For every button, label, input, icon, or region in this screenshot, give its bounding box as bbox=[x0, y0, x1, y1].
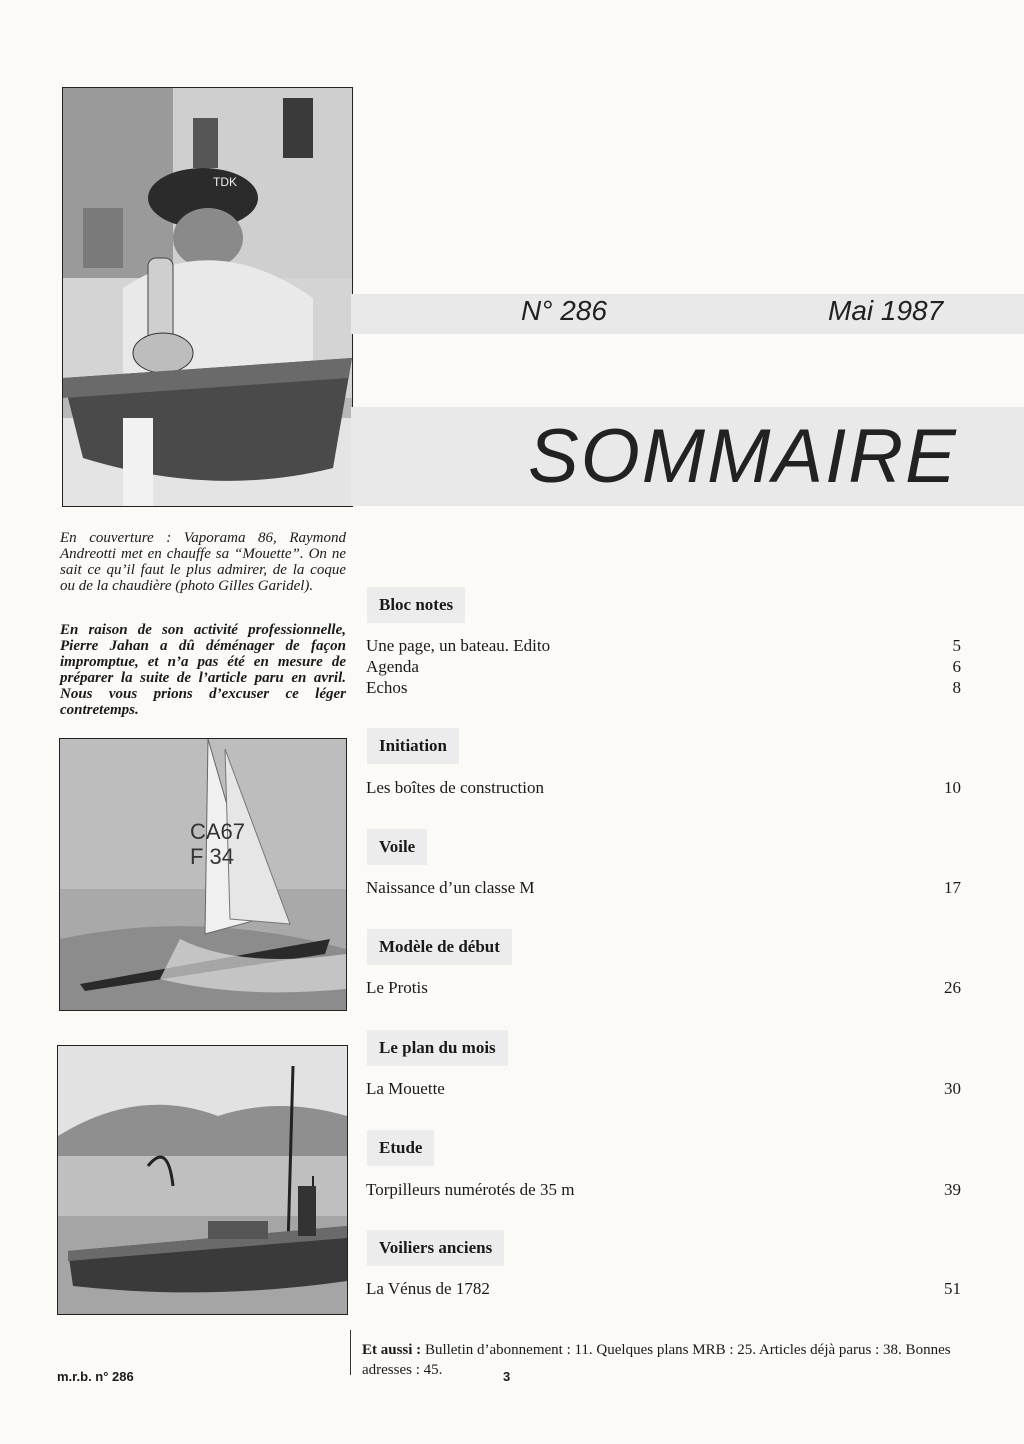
notice-caption: En raison de son activité professionnelle, Pierre Jahan a dû déménager de façon impromptue, et n’a pas été en mesure de préparer la suite de l’article paru en avril. Nous vous prions d’excuser ce léger contretemps. bbox=[60, 622, 346, 718]
toc-entry-page: 5 bbox=[952, 636, 961, 655]
toc-entry-page: 30 bbox=[944, 1079, 961, 1098]
section-heading-modele-de-debut: Modèle de début bbox=[367, 929, 512, 965]
cover-caption: En couverture : Vaporama 86, Raymond Andreotti met en chauffe sa “Mouette”. On ne sait ce qu’il faut le plus admirer, de la coque ou de la chaudière (photo Gilles Garidel). bbox=[60, 530, 346, 594]
toc-entry-page: 39 bbox=[944, 1180, 961, 1199]
toc-entry-title: La Vénus de 1782 bbox=[366, 1279, 490, 1298]
issue-date: Mai 1987 bbox=[828, 295, 944, 326]
toc-entry-page: 10 bbox=[944, 778, 961, 797]
sail-number-2: F 34 bbox=[190, 844, 235, 869]
toc-entry-page: 17 bbox=[944, 878, 961, 897]
also-label: Et aussi : bbox=[362, 1342, 422, 1358]
section-heading-voile: Voile bbox=[367, 829, 427, 865]
page-title: SOMMAIRE bbox=[528, 414, 958, 499]
page-number: 3 bbox=[503, 1369, 511, 1384]
toc-entry-title: Agenda bbox=[366, 657, 419, 676]
sailboat-photo bbox=[59, 738, 347, 1011]
sail-number-1: CA67 bbox=[190, 819, 246, 844]
cap-logo: TDK bbox=[213, 175, 237, 189]
toc-entry-page: 8 bbox=[952, 678, 961, 697]
toc-entry-title: Une page, un bateau. Edito bbox=[366, 636, 551, 655]
toc-entry-title: Les boîtes de construction bbox=[366, 778, 544, 797]
toc-entry-page: 6 bbox=[952, 657, 961, 676]
section-heading-etude: Etude bbox=[367, 1130, 434, 1166]
section-heading-bloc-notes: Bloc notes bbox=[367, 587, 465, 623]
issue-number: N° 286 bbox=[521, 295, 607, 326]
toc-entry-page: 51 bbox=[944, 1279, 961, 1298]
torpedo-boat-photo bbox=[57, 1045, 348, 1315]
toc-entry-title: Torpilleurs numérotés de 35 m bbox=[366, 1180, 575, 1199]
toc-entry-title: La Mouette bbox=[366, 1079, 445, 1098]
divider bbox=[350, 1330, 351, 1375]
section-heading-voiliers-anciens: Voiliers anciens bbox=[367, 1230, 504, 1266]
also-text: Bulletin d’abonnement : 11. Quelques plans MRB : 25. Articles déjà parus : 38. Bonnes adresses : 45. bbox=[362, 1342, 951, 1378]
section-heading-initiation: Initiation bbox=[367, 728, 459, 764]
toc-entry-title: Le Protis bbox=[366, 978, 428, 997]
section-heading-plan-du-mois: Le plan du mois bbox=[367, 1030, 508, 1066]
also-paragraph bbox=[362, 1340, 962, 1380]
magazine-issue-footer: m.r.b. n° 286 bbox=[57, 1369, 134, 1384]
toc-entry-title: Naissance d’un classe M bbox=[366, 878, 535, 897]
toc-entry-title: Echos bbox=[366, 678, 408, 697]
toc-entry-page: 26 bbox=[944, 978, 961, 997]
cover-photo bbox=[62, 87, 353, 507]
